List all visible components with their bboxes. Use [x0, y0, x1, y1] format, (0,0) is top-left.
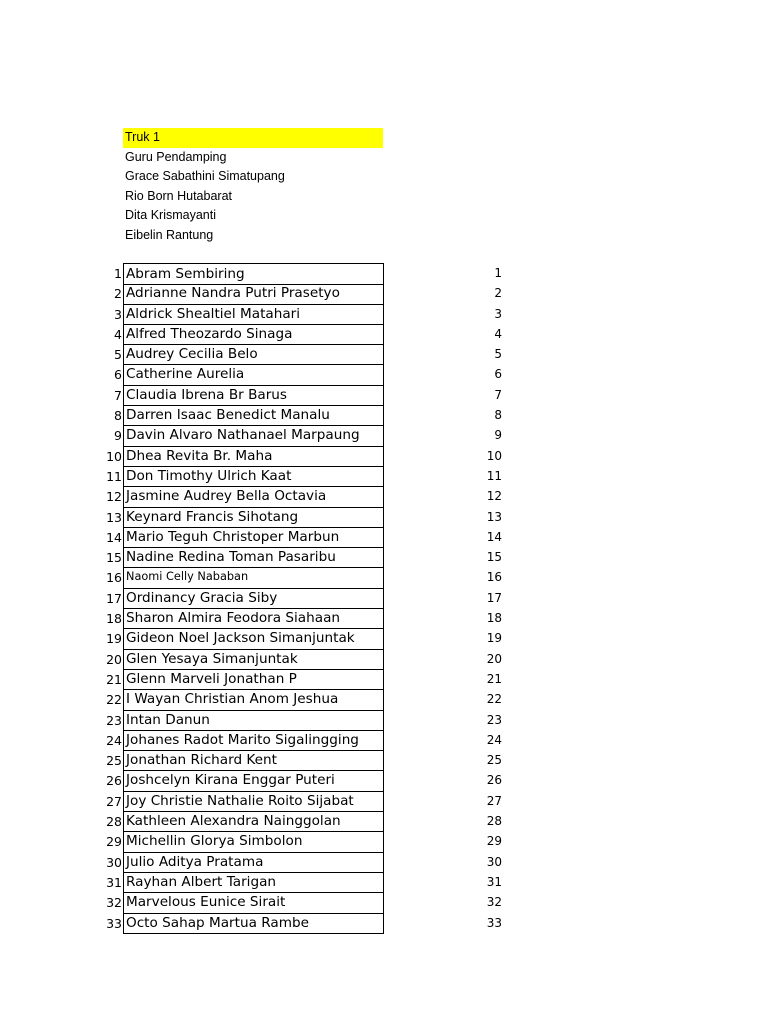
table-row	[0, 283, 768, 303]
student-name-cell[interactable]: Abram Sembiring	[123, 263, 384, 285]
row-index-cell[interactable]: 18	[106, 611, 122, 627]
row-number-cell[interactable]: 10	[486, 448, 502, 463]
row-number-cell[interactable]: 19	[486, 631, 502, 646]
row-index-cell[interactable]: 2	[114, 286, 122, 302]
table-row	[0, 304, 768, 324]
row-index-cell[interactable]: 26	[106, 773, 122, 789]
table-row	[0, 263, 768, 283]
row-index-cell[interactable]: 19	[106, 631, 122, 647]
table-row	[0, 425, 768, 445]
row-index-cell[interactable]: 16	[106, 570, 122, 586]
table-row	[0, 872, 768, 892]
table-row	[0, 588, 768, 608]
student-name-cell[interactable]: Adrianne Nandra Putri Prasetyo	[123, 283, 384, 304]
row-index-cell[interactable]: 12	[106, 489, 122, 505]
student-name-cell[interactable]: Naomi Celly Nababan	[123, 567, 384, 588]
table-row	[0, 750, 768, 770]
table-row	[0, 852, 768, 872]
header-line[interactable]: Rio Born Hutabarat	[125, 188, 233, 203]
student-name-cell[interactable]: Johanes Radot Marito Sigalingging	[123, 730, 384, 751]
student-name-cell[interactable]: Don Timothy Ulrich Kaat	[123, 466, 384, 487]
student-name-cell[interactable]: Mario Teguh Christoper Marbun	[123, 527, 384, 548]
row-index-cell[interactable]: 28	[106, 814, 122, 830]
student-roster-table	[0, 263, 768, 933]
student-name-cell[interactable]: Joshcelyn Kirana Enggar Puteri	[123, 770, 384, 791]
row-index-cell[interactable]: 32	[106, 895, 122, 911]
table-row	[0, 689, 768, 709]
student-name-cell[interactable]: Julio Aditya Pratama	[123, 852, 384, 873]
group-title[interactable]: Truk 1	[123, 128, 383, 148]
row-index-cell[interactable]: 5	[114, 347, 122, 363]
student-name-cell[interactable]: Darren Isaac Benedict Manalu	[123, 405, 384, 426]
table-row	[0, 446, 768, 466]
student-name-cell[interactable]: Octo Sahap Martua Rambe	[123, 913, 384, 934]
table-row	[0, 628, 768, 648]
table-row	[0, 344, 768, 364]
table-row	[0, 466, 768, 486]
row-index-cell[interactable]: 30	[106, 854, 122, 870]
student-name-cell[interactable]: Joy Christie Nathalie Roito Sijabat	[123, 791, 384, 812]
header-line[interactable]: Eibelin Rantung	[125, 227, 214, 242]
row-index-cell[interactable]: 13	[106, 509, 122, 525]
table-row	[0, 486, 768, 506]
row-index-cell[interactable]: 17	[106, 590, 122, 606]
table-row	[0, 507, 768, 527]
row-number-cell[interactable]: 30	[486, 854, 502, 869]
row-index-cell[interactable]: 1	[114, 266, 122, 281]
table-row	[0, 547, 768, 567]
row-number-cell[interactable]: 27	[486, 793, 502, 808]
table-row	[0, 385, 768, 405]
row-index-cell[interactable]: 29	[106, 834, 122, 850]
row-number-cell[interactable]: 32	[486, 895, 502, 910]
table-row	[0, 791, 768, 811]
row-number-cell[interactable]: 1	[494, 266, 502, 280]
table-row	[0, 710, 768, 730]
student-name-cell[interactable]: Marvelous Eunice Sirait	[123, 892, 384, 913]
student-name-cell[interactable]: Dhea Revita Br. Maha	[123, 446, 384, 467]
row-number-cell[interactable]: 24	[486, 732, 502, 747]
table-row	[0, 730, 768, 750]
row-number-cell[interactable]: 8	[494, 408, 502, 423]
row-index-cell[interactable]: 14	[106, 529, 122, 545]
row-number-cell[interactable]: 11	[486, 468, 502, 483]
row-number-cell[interactable]: 2	[494, 286, 502, 301]
row-number-cell[interactable]: 17	[486, 590, 502, 605]
student-name-cell[interactable]: Glen Yesaya Simanjuntak	[123, 649, 384, 670]
row-index-cell[interactable]: 20	[106, 651, 122, 667]
table-row	[0, 567, 768, 587]
student-name-cell[interactable]: Michellin Glorya Simbolon	[123, 831, 384, 852]
row-number-cell[interactable]: 33	[486, 915, 502, 930]
row-index-cell[interactable]: 33	[106, 915, 122, 931]
row-index-cell[interactable]: 31	[106, 874, 122, 890]
row-index-cell[interactable]: 6	[114, 367, 122, 383]
row-number-cell[interactable]: 21	[486, 671, 502, 686]
student-name-cell[interactable]: Nadine Redina Toman Pasaribu	[123, 547, 384, 568]
row-index-cell[interactable]: 7	[114, 387, 122, 403]
student-name-cell[interactable]: Audrey Cecilia Belo	[123, 344, 384, 365]
table-row	[0, 831, 768, 851]
group-header	[123, 128, 383, 246]
student-name-cell[interactable]: Kathleen Alexandra Nainggolan	[123, 811, 384, 832]
row-index-cell[interactable]: 23	[106, 712, 122, 728]
row-number-cell[interactable]: 25	[486, 753, 502, 768]
table-row	[0, 405, 768, 425]
row-number-cell[interactable]: 12	[486, 489, 502, 504]
row-index-cell[interactable]: 24	[106, 732, 122, 748]
row-number-cell[interactable]: 5	[494, 347, 502, 362]
row-index-cell[interactable]: 25	[106, 753, 122, 769]
student-name-cell[interactable]: Catherine Aurelia	[123, 364, 384, 385]
row-index-cell[interactable]: 21	[106, 671, 122, 687]
student-name-cell[interactable]: Aldrick Shealtiel Matahari	[123, 304, 384, 325]
row-number-cell[interactable]: 7	[494, 387, 502, 402]
student-name-cell[interactable]: Alfred Theozardo Sinaga	[123, 324, 384, 345]
table-row	[0, 913, 768, 933]
table-row	[0, 364, 768, 384]
student-name-cell[interactable]: Claudia Ibrena Br Barus	[123, 385, 384, 406]
student-name-cell[interactable]: Intan Danun	[123, 710, 384, 731]
header-line[interactable]: Grace Sabathini Simatupang	[125, 169, 285, 184]
row-number-cell[interactable]: 28	[486, 814, 502, 829]
table-row	[0, 669, 768, 689]
student-name-cell[interactable]: Jonathan Richard Kent	[123, 750, 384, 771]
table-row	[0, 527, 768, 547]
row-number-cell[interactable]: 16	[486, 570, 502, 585]
row-number-cell[interactable]: 18	[486, 611, 502, 626]
row-index-cell[interactable]: 8	[114, 408, 122, 424]
row-index-cell[interactable]: 3	[114, 306, 122, 322]
table-row	[0, 811, 768, 831]
row-index-cell[interactable]: 15	[106, 550, 122, 566]
row-index-cell[interactable]: 22	[106, 692, 122, 708]
table-row	[0, 608, 768, 628]
table-row	[0, 770, 768, 790]
row-number-cell[interactable]: 14	[486, 529, 502, 544]
student-name-cell[interactable]: Keynard Francis Sihotang	[123, 507, 384, 528]
student-name-cell[interactable]: Rayhan Albert Tarigan	[123, 872, 384, 893]
student-name-cell[interactable]: Sharon Almira Feodora Siahaan	[123, 608, 384, 629]
table-row	[0, 649, 768, 669]
table-row	[0, 324, 768, 344]
row-number-cell[interactable]: 29	[486, 834, 502, 849]
row-number-cell[interactable]: 26	[486, 773, 502, 788]
row-index-cell[interactable]: 11	[106, 468, 122, 484]
row-index-cell[interactable]: 4	[114, 326, 122, 342]
row-number-cell[interactable]: 20	[486, 651, 502, 666]
header-line[interactable]: Guru Pendamping	[125, 149, 227, 164]
student-name-cell[interactable]: Davin Alvaro Nathanael Marpaung	[123, 425, 384, 446]
student-name-cell[interactable]: Jasmine Audrey Bella Octavia	[123, 486, 384, 507]
row-index-cell[interactable]: 9	[114, 428, 122, 444]
student-name-cell[interactable]: Ordinancy Gracia Siby	[123, 588, 384, 609]
row-number-cell[interactable]: 4	[494, 326, 502, 341]
student-name-cell[interactable]: Gideon Noel Jackson Simanjuntak	[123, 628, 384, 649]
student-name-cell[interactable]: I Wayan Christian Anom Jeshua	[123, 689, 384, 710]
row-number-cell[interactable]: 13	[486, 509, 502, 524]
row-number-cell[interactable]: 23	[486, 712, 502, 727]
row-index-cell[interactable]: 10	[106, 448, 122, 464]
row-number-cell[interactable]: 6	[494, 367, 502, 382]
header-line[interactable]: Dita Krismayanti	[125, 208, 216, 223]
row-number-cell[interactable]: 31	[486, 874, 502, 889]
row-number-cell[interactable]: 22	[486, 692, 502, 707]
row-number-cell[interactable]: 9	[494, 428, 502, 443]
row-number-cell[interactable]: 15	[486, 550, 502, 565]
student-name-cell[interactable]: Glenn Marveli Jonathan P	[123, 669, 384, 690]
table-row	[0, 892, 768, 912]
row-index-cell[interactable]: 27	[106, 793, 122, 809]
row-number-cell[interactable]: 3	[494, 306, 502, 321]
